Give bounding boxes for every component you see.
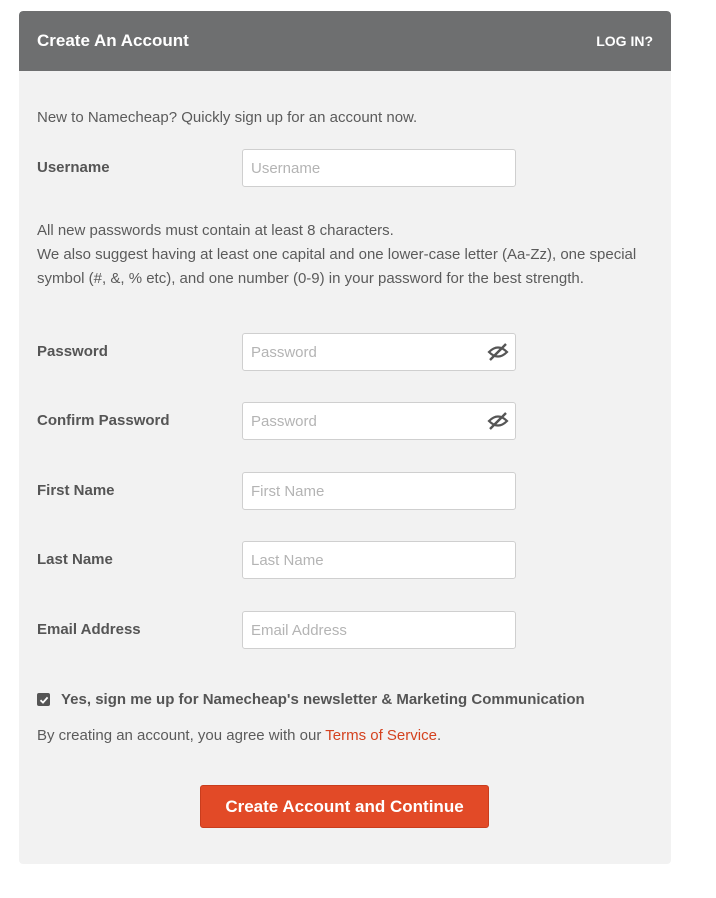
- first-name-input[interactable]: [243, 473, 489, 509]
- password-row: [37, 333, 517, 371]
- check-icon: [39, 695, 49, 705]
- password-note-line2: We also suggest having at least one capital and one lower-case letter (Aa-Zz), one special symbol (#, &, % etc), and one number (0-9) in your password for the best strength.: [37, 246, 637, 287]
- username-field-box: [242, 149, 516, 187]
- username-input[interactable]: [243, 150, 489, 186]
- email-field-box: [242, 611, 516, 649]
- password-label: Password: [37, 343, 108, 360]
- terms-text: [37, 727, 441, 744]
- last-name-label: Last Name: [37, 551, 113, 568]
- confirm-password-field-box: [242, 402, 516, 440]
- terms-prefix: By creating an account, you agree with our: [37, 727, 326, 744]
- eye-slash-icon[interactable]: [487, 342, 509, 362]
- intro-text: New to Namecheap? Quickly sign up for an account now.: [37, 109, 418, 126]
- email-row: [37, 611, 517, 649]
- first-name-row: [37, 472, 517, 510]
- confirm-password-row: [37, 402, 517, 440]
- last-name-field-box: [242, 541, 516, 579]
- confirm-password-input[interactable]: [243, 403, 489, 439]
- panel-header: [19, 11, 671, 71]
- username-row: [37, 149, 517, 187]
- first-name-field-box: [242, 472, 516, 510]
- password-field-box: [242, 333, 516, 371]
- newsletter-checkbox[interactable]: [37, 693, 50, 706]
- terms-of-service-link[interactable]: Terms of Service: [325, 727, 437, 744]
- login-link[interactable]: LOG IN?: [596, 33, 653, 49]
- eye-slash-icon[interactable]: [487, 411, 509, 431]
- newsletter-row: [37, 691, 585, 708]
- signup-panel: [19, 11, 671, 864]
- email-input[interactable]: [243, 612, 489, 648]
- password-note-line1: All new passwords must contain at least 8 characters.: [37, 222, 394, 239]
- newsletter-label[interactable]: Yes, sign me up for Namecheap's newsletter & Marketing Communication: [61, 691, 585, 708]
- last-name-row: [37, 541, 517, 579]
- username-label: Username: [37, 159, 110, 176]
- first-name-label: First Name: [37, 482, 115, 499]
- create-account-button[interactable]: Create Account and Continue: [200, 785, 489, 828]
- page-title: Create An Account: [37, 31, 189, 50]
- password-input[interactable]: [243, 334, 489, 370]
- last-name-input[interactable]: [243, 542, 489, 578]
- confirm-password-label: Confirm Password: [37, 412, 170, 429]
- terms-suffix: .: [436, 727, 442, 744]
- email-label: Email Address: [37, 621, 141, 638]
- password-requirements: [37, 219, 657, 291]
